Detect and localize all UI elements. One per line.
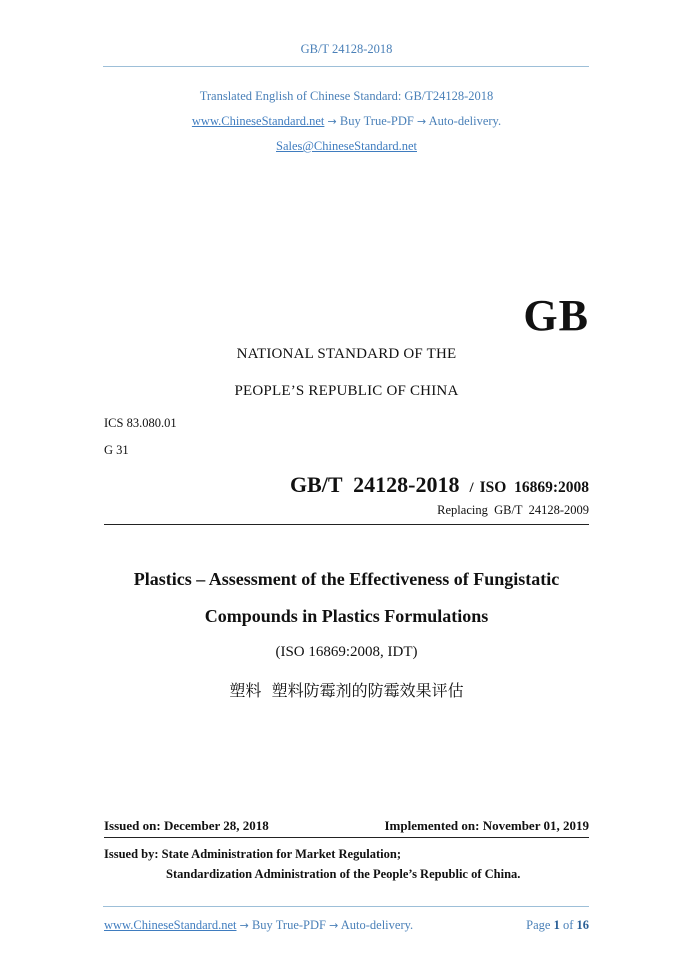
arrow-right-icon: → xyxy=(327,115,337,128)
arrow-right-icon: → xyxy=(239,919,249,932)
gbt-number: GB/T 24128-2018 xyxy=(289,472,460,497)
buy-true-pdf-text: Buy True-PDF xyxy=(339,114,414,128)
site-link[interactable]: www.ChineseStandard.net xyxy=(191,114,325,128)
header-divider xyxy=(103,66,589,67)
issue-divider xyxy=(104,837,589,838)
arrow-right-icon: → xyxy=(329,919,339,932)
arrow-right-icon: → xyxy=(417,115,427,128)
footer-delivery-text: Auto-delivery. xyxy=(340,918,414,932)
title-line1: Plastics – Assessment of the Effectiveness of Fungistatic xyxy=(133,569,560,589)
page-header-code: GB/T 24128-2018 xyxy=(300,42,393,56)
g-code: G 31 xyxy=(104,443,129,457)
replacing-note: Replacing GB/T 24128-2009 xyxy=(437,503,589,517)
purchase-line xyxy=(0,114,693,129)
standard-divider xyxy=(104,524,589,525)
issued-by-line1: Issued by: State Administration for Market Regulation; xyxy=(104,847,401,861)
auto-delivery-text: Auto-delivery. xyxy=(428,114,502,128)
page-total: 16 xyxy=(576,918,589,932)
chinese-title: 塑料 塑料防霉剂的防霉效果评估 xyxy=(229,681,464,700)
national-standard-line1: NATIONAL STANDARD OF THE xyxy=(236,346,457,362)
translation-notice: Translated English of Chinese Standard: GB/T24128-2018 xyxy=(199,89,494,103)
footer-buy-text: Buy True-PDF xyxy=(251,918,326,932)
of-word: of xyxy=(562,918,574,932)
email-link[interactable]: Sales@ChineseStandard.net xyxy=(276,139,417,153)
footer-site-link[interactable]: www.ChineseStandard.net xyxy=(104,918,237,932)
iso-number: ISO 16869:2008 xyxy=(479,479,589,496)
number-separator: / xyxy=(469,480,474,496)
gb-mark: GB xyxy=(523,291,589,340)
footer-purchase-line xyxy=(104,918,413,933)
implemented-on-date: Implemented on: November 01, 2019 xyxy=(384,818,589,833)
page-word: Page xyxy=(526,918,551,932)
email-line xyxy=(0,139,693,154)
iso-reference: (ISO 16869:2008, IDT) xyxy=(275,644,418,660)
issued-by-line2: Standardization Administration of the People’s Republic of China. xyxy=(166,867,521,881)
title-line2: Compounds in Plastics Formulations xyxy=(204,606,489,626)
ics-code: ICS 83.080.01 xyxy=(104,416,177,430)
standard-number xyxy=(290,472,589,498)
page-indicator xyxy=(526,918,589,933)
national-standard-line2: PEOPLE’S REPUBLIC OF CHINA xyxy=(234,383,459,399)
issued-on-date: Issued on: December 28, 2018 xyxy=(104,818,269,833)
page-number: 1 xyxy=(553,918,560,932)
footer-divider xyxy=(103,906,589,907)
